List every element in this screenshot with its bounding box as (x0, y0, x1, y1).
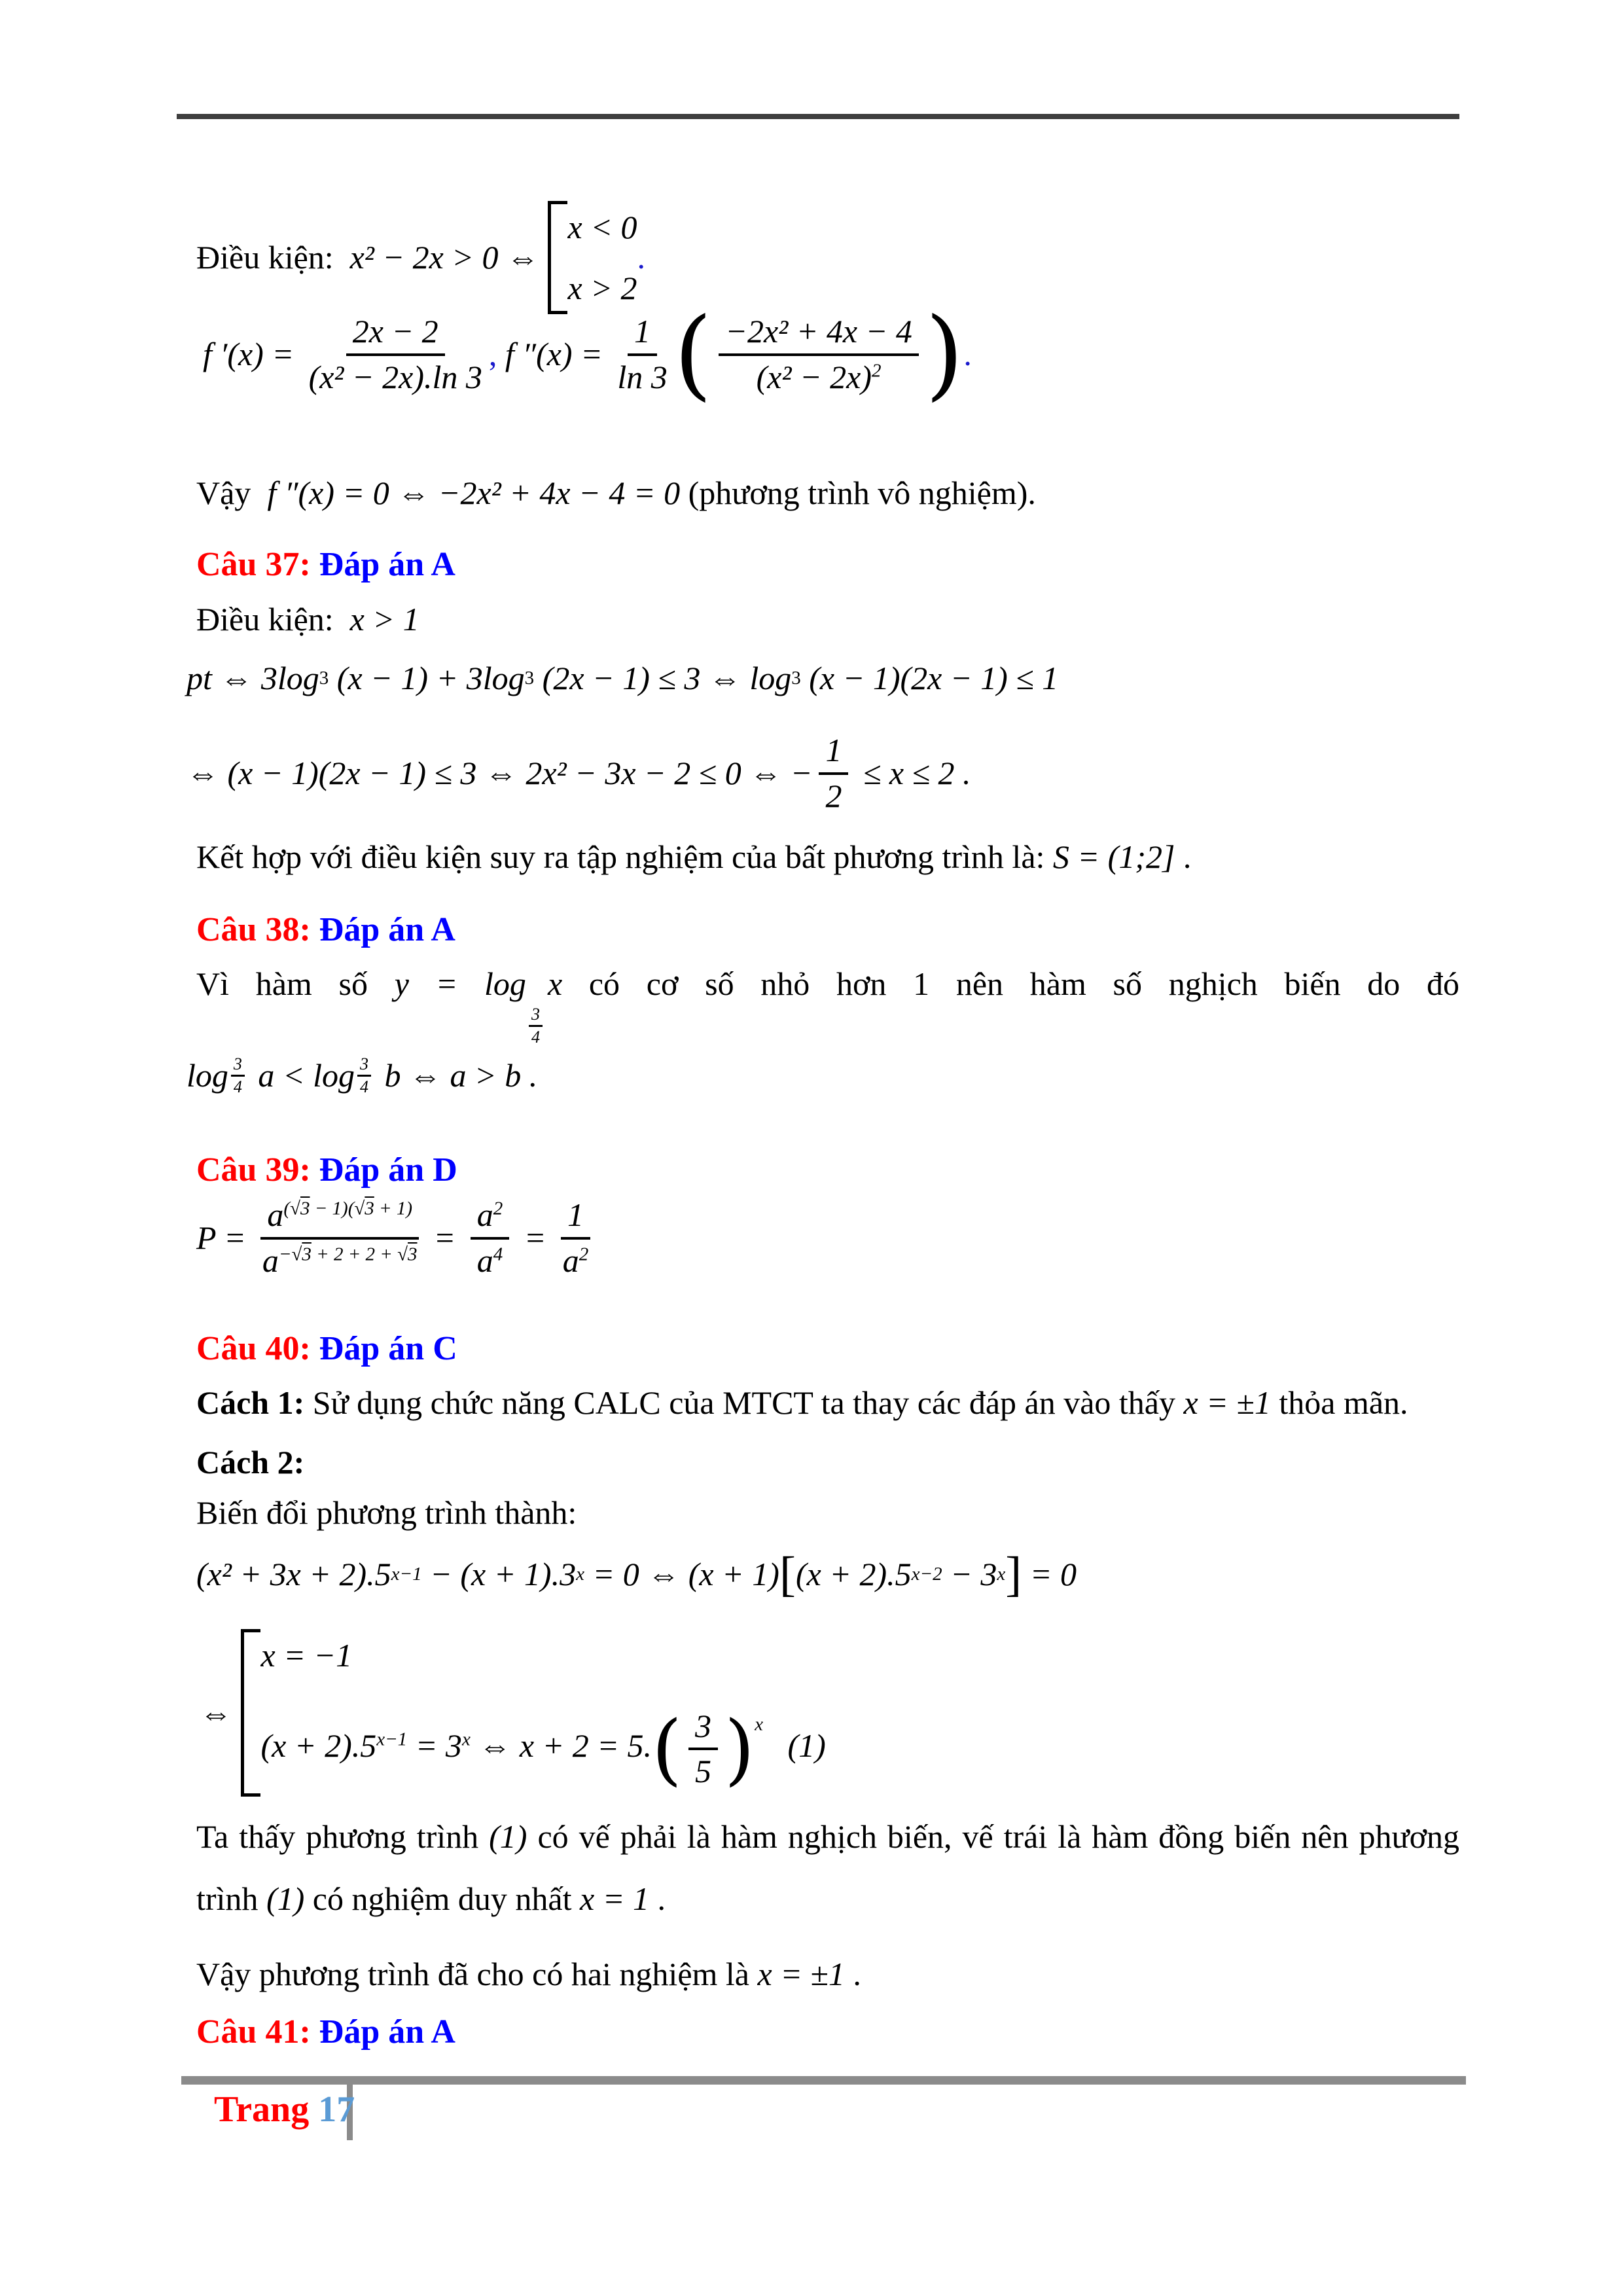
eq-part: = 0 (1022, 1556, 1077, 1593)
q37-pt-line (187, 658, 1058, 699)
numerator: 1 (561, 1196, 590, 1240)
q41-heading (196, 2011, 455, 2053)
right-bracket: ] (1005, 1547, 1022, 1602)
log-part: b ⇔ a > b . (376, 1057, 538, 1094)
method1-label: Cách 1: (196, 1384, 313, 1421)
solution-text: Kết hợp với điều kiện suy ra tập nghiệm của bất phương trình là: (196, 838, 1053, 875)
period: . (649, 1880, 666, 1917)
equals: = (516, 1219, 555, 1257)
exponent: x−1 (391, 1564, 422, 1585)
denominator (262, 1240, 418, 1280)
log-base: 3 (524, 668, 535, 689)
function-math: y = log (394, 965, 526, 1002)
exponent: x−2 (911, 1564, 942, 1585)
text-part: Ta thấy phương trình (196, 1818, 479, 1855)
text-part: có cơ số nhỏ hơn 1 nên hàm số nghịch biến do đó (588, 965, 1460, 1002)
base-num: 3 (231, 1056, 245, 1077)
vay-note: (phương trình vô nghiệm). (688, 475, 1036, 511)
condition-label: Điều kiện: (196, 601, 350, 637)
condition-label: Điều kiện: (196, 239, 350, 276)
den-base: (x² − 2x) (756, 358, 872, 395)
q39-heading (196, 1149, 457, 1191)
q38-log-line (187, 1055, 537, 1096)
f-prime-fraction (309, 313, 482, 396)
q40-note-line2 (196, 1878, 666, 1920)
outer-exponent: x (755, 1713, 763, 1734)
denominator (477, 1240, 503, 1280)
chain-part: ⇔ (x − 1)(2x − 1) ≤ 3 ⇔ 2x² − 3x − 2 ≤ 0 ⇔ − (187, 755, 813, 792)
f-second-fraction (719, 313, 919, 396)
radical-sign: √ (354, 1198, 365, 1219)
case-part: = 3 (407, 1727, 462, 1764)
top-rule (177, 114, 1459, 119)
numerator: −2x² + 4x − 4 (719, 313, 919, 356)
case-bracket (241, 1630, 826, 1796)
exp-part: + 2 + 2 + (311, 1243, 398, 1265)
denominator: (x² − 2x).ln 3 (308, 358, 482, 395)
case-bracket (548, 202, 637, 314)
text-part: có nghiệm duy nhất (304, 1880, 580, 1917)
q38-explanation-line (196, 963, 1459, 1046)
eq-ref: (1) (266, 1880, 305, 1917)
log-part: a < log (249, 1057, 355, 1094)
period: . (963, 336, 972, 373)
q37-condition-line (196, 599, 419, 640)
equation-tag: (1) (762, 1727, 826, 1764)
page-label: Trang (214, 2089, 319, 2130)
numerator: 1 (628, 313, 657, 356)
condition-math: x > 1 (349, 601, 419, 637)
answer-label: Đáp án A (319, 2013, 455, 2051)
question-number: Câu 41: (196, 2013, 319, 2051)
question-number: Câu 40: (196, 1330, 319, 1367)
answer-label: Đáp án D (319, 1151, 457, 1189)
case-1: x < 0 (567, 209, 637, 245)
q40-method2-line (196, 1442, 304, 1483)
exponent: 2 (579, 1243, 589, 1265)
case-2: x > 2 (567, 269, 637, 306)
denominator (757, 356, 882, 397)
q40-transform-line (196, 1492, 577, 1534)
radicand: 3 (300, 1198, 310, 1219)
exponent (283, 1198, 412, 1219)
radicand: 3 (365, 1198, 374, 1219)
exponent: x (576, 1564, 584, 1585)
base-den: 4 (233, 1077, 242, 1096)
pt-part: (2x − 1) ≤ 3 ⇔ log (534, 660, 792, 696)
q40-note-line1 (196, 1816, 1459, 1857)
three-fifths-fraction (688, 1708, 718, 1791)
case-1: x = −1 (260, 1637, 353, 1674)
base-den: 4 (360, 1077, 369, 1096)
transform-text: Biến đổi phương trình thành: (196, 1494, 577, 1531)
numerator (260, 1196, 419, 1240)
left-bracket: [ (779, 1547, 796, 1602)
radical-sign: √ (291, 1243, 302, 1265)
radical-sign: √ (290, 1198, 300, 1219)
q40-conclusion-line (196, 1954, 861, 1995)
case-part: ⇔ x + 2 = 5. (470, 1727, 652, 1764)
log-base-fraction (529, 1006, 543, 1046)
page-footer (214, 2087, 355, 2132)
q40-method1-line (196, 1382, 1408, 1424)
chain-part: ≤ x ≤ 2 . (855, 755, 971, 792)
comma: , (488, 336, 505, 373)
equals: = (425, 1219, 464, 1257)
period: . (637, 239, 645, 276)
method1-tail: thỏa mãn. (1270, 1384, 1408, 1421)
one-over-a2-fraction (561, 1196, 590, 1280)
exp-part: ( (283, 1198, 291, 1219)
radicand: 3 (408, 1243, 418, 1265)
eq-part: − (x + 1).3 (421, 1556, 577, 1593)
f-prime-lhs: f ′(x) = (203, 336, 302, 373)
base: a (562, 1242, 579, 1279)
numerator: 2x − 2 (346, 313, 445, 356)
log-base-fraction (231, 1056, 245, 1096)
q40-cases-line (200, 1630, 826, 1796)
question-number: Câu 39: (196, 1151, 319, 1189)
log-base: 3 (319, 668, 329, 689)
a2-a4-fraction (471, 1196, 510, 1280)
denominator: ln 3 (617, 358, 668, 395)
radical-sign: √ (397, 1243, 408, 1265)
q40-heading (196, 1327, 457, 1370)
log-base: 3 (791, 668, 801, 689)
log-part: log (187, 1057, 228, 1094)
numerator: 3 (688, 1708, 718, 1751)
solution-set: S = (1;2] (1052, 838, 1175, 875)
left-paren: ( (673, 297, 713, 411)
q37-heading (196, 543, 455, 586)
period: . (844, 1956, 861, 1992)
base-num: 3 (357, 1056, 371, 1077)
p-main-fraction (260, 1196, 419, 1280)
text-part: trình (196, 1880, 266, 1917)
function-arg: x (547, 965, 563, 1002)
base: a (267, 1196, 284, 1233)
case-part: (x + 2).5 (260, 1727, 377, 1764)
denominator (563, 1240, 589, 1280)
condition-inequality: x² − 2x > 0 ⇔ (349, 239, 548, 276)
eq-part: (x² + 3x + 2).5 (196, 1556, 391, 1593)
exp-part: − 1)( (310, 1198, 355, 1219)
method1-math: x = ±1 (1183, 1384, 1271, 1421)
f-second-lhs: f ″(x) = (505, 336, 611, 373)
page-number: 17 (318, 2089, 355, 2130)
question-number: Câu 37: (196, 546, 319, 583)
q37-chain-line (187, 732, 971, 815)
pt-part: (x − 1)(2x − 1) ≤ 1 (800, 660, 1059, 696)
eq-part: − 3 (942, 1556, 997, 1593)
question-number: Câu 38: (196, 911, 319, 948)
log-base-fraction (357, 1056, 371, 1096)
eq-part: = 0 ⇔ (x + 1) (584, 1556, 779, 1593)
base: a (262, 1242, 279, 1279)
q39-p-formula (196, 1196, 597, 1280)
root-math: x = 1 (580, 1880, 649, 1917)
eq-ref: (1) (489, 1818, 527, 1855)
eq-part: (x + 2).5 (795, 1556, 912, 1593)
denominator: 5 (695, 1753, 712, 1789)
exponent: x (461, 1728, 471, 1749)
text-part: có vế phải là hàm nghịch biến, vế trái là hàm đồng biến nên phương (537, 1818, 1460, 1855)
p-lhs: P = (196, 1219, 255, 1257)
q38-heading (196, 908, 455, 951)
answer-label: Đáp án A (319, 546, 455, 583)
denominator: 2 (825, 777, 842, 814)
numerator (471, 1196, 510, 1240)
base: a (476, 1242, 493, 1279)
answer-label: Đáp án A (319, 911, 455, 948)
q36-conclusion-line (196, 473, 1036, 514)
exponent: 4 (493, 1243, 503, 1265)
radicand: 3 (302, 1243, 312, 1265)
text-part: Vậy phương trình đã cho có hai nghiệm là (196, 1956, 758, 1992)
q37-solution-line (196, 836, 1191, 878)
base-num: 3 (529, 1006, 543, 1027)
pt-part: (x − 1) + 3log (329, 660, 525, 696)
period: . (1175, 838, 1192, 875)
answer-label: Đáp án C (319, 1330, 457, 1367)
equiv-arrow: ⇔ (200, 1694, 241, 1731)
exp-part: − (278, 1243, 292, 1265)
q36-condition-line (196, 202, 645, 314)
numerator: 1 (819, 732, 848, 775)
exponent: x (997, 1564, 1006, 1585)
roots-math: x = ±1 (757, 1956, 845, 1992)
exponent (279, 1244, 418, 1265)
footer-bar (181, 2076, 1466, 2085)
half-fraction (819, 732, 848, 815)
right-paren: ) (925, 297, 964, 411)
exponent: 2 (493, 1198, 503, 1219)
coefficient-fraction (617, 313, 667, 396)
vay-label: Vậy (196, 475, 268, 511)
q40-equation-line (196, 1547, 1077, 1602)
text-part: Vì hàm số (196, 965, 368, 1002)
base-den: 4 (531, 1027, 540, 1047)
method1-text: Sử dụng chức năng CALC của MTCT ta thay các đáp án vào thấy (312, 1384, 1184, 1421)
method2-label: Cách 2: (196, 1444, 305, 1480)
vay-equation: f ″(x) = 0 ⇔ −2x² + 4x − 4 = 0 (267, 475, 688, 511)
case-2 (260, 1703, 826, 1794)
q36-derivative-line (203, 297, 972, 411)
left-paren: ( (652, 1703, 683, 1794)
exponent: x−1 (376, 1728, 408, 1749)
pt-part: pt ⇔ 3log (187, 660, 319, 696)
base: a (476, 1196, 493, 1233)
right-paren: ) (724, 1703, 755, 1794)
exp-part: + 1) (374, 1198, 413, 1219)
den-exponent: 2 (872, 359, 882, 381)
